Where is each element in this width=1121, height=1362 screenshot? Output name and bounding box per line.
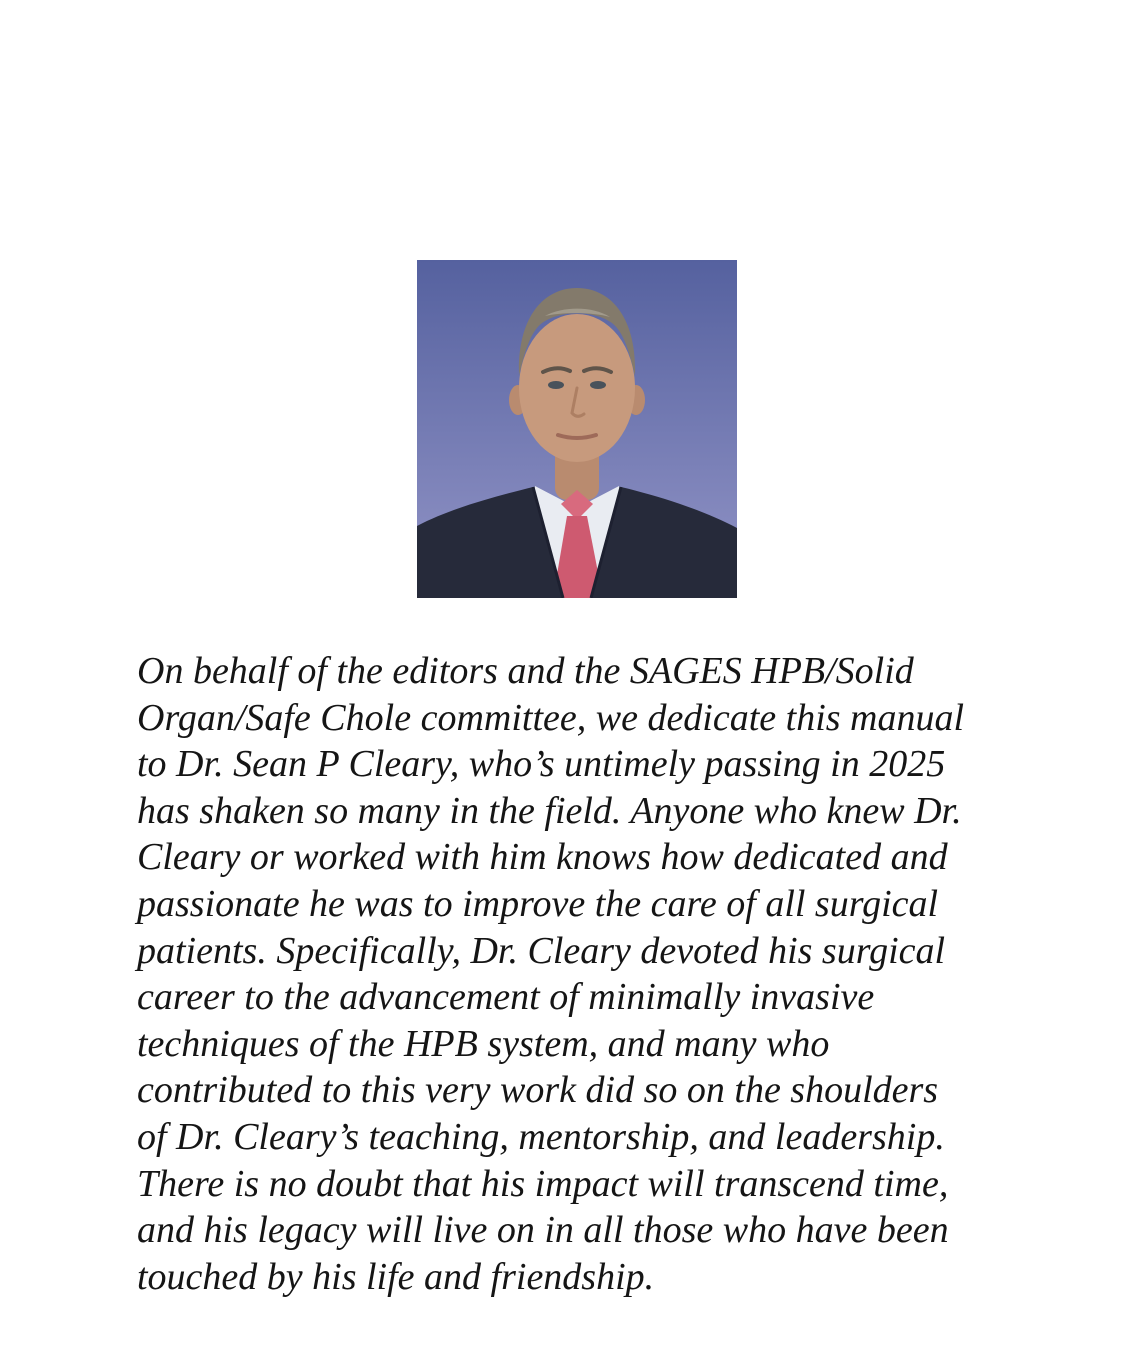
- dedication-line: and his legacy will live on in all those who have been: [137, 1209, 949, 1252]
- portrait-illustration: [417, 260, 737, 598]
- dedication-line: On behalf of the editors and the SAGES HPB/Solid: [137, 650, 914, 692]
- dedication-line: to Dr. Sean P Cleary, who’s untimely passing in 2025: [137, 743, 946, 786]
- portrait-eye-right: [590, 381, 606, 389]
- dedication-line: passionate he was to improve the care of all surgical: [137, 882, 939, 925]
- portrait-eye-left: [548, 381, 564, 389]
- dedication-line: Cleary or worked with him knows how dedicated and: [137, 836, 948, 879]
- dedication-text: [137, 648, 1057, 1300]
- dedication-line: Organ/Safe Chole committee, we dedicate this manual: [137, 696, 965, 739]
- dedication-line: of Dr. Cleary’s teaching, mentorship, and leadership.: [137, 1115, 945, 1158]
- dedication-line: touched by his life and friendship.: [137, 1255, 655, 1298]
- portrait-photo: [417, 260, 737, 598]
- dedication-line: career to the advancement of minimally invasive: [137, 976, 875, 1019]
- dedication-line: has shaken so many in the field. Anyone who knew Dr.: [137, 789, 962, 832]
- dedication-line: techniques of the HPB system, and many who: [137, 1022, 830, 1065]
- dedication-line: patients. Specifically, Dr. Cleary devoted his surgical: [137, 929, 946, 972]
- dedication-line: contributed to this very work did so on the shoulders: [137, 1069, 939, 1112]
- dedication-line: There is no doubt that his impact will transcend time,: [137, 1162, 949, 1205]
